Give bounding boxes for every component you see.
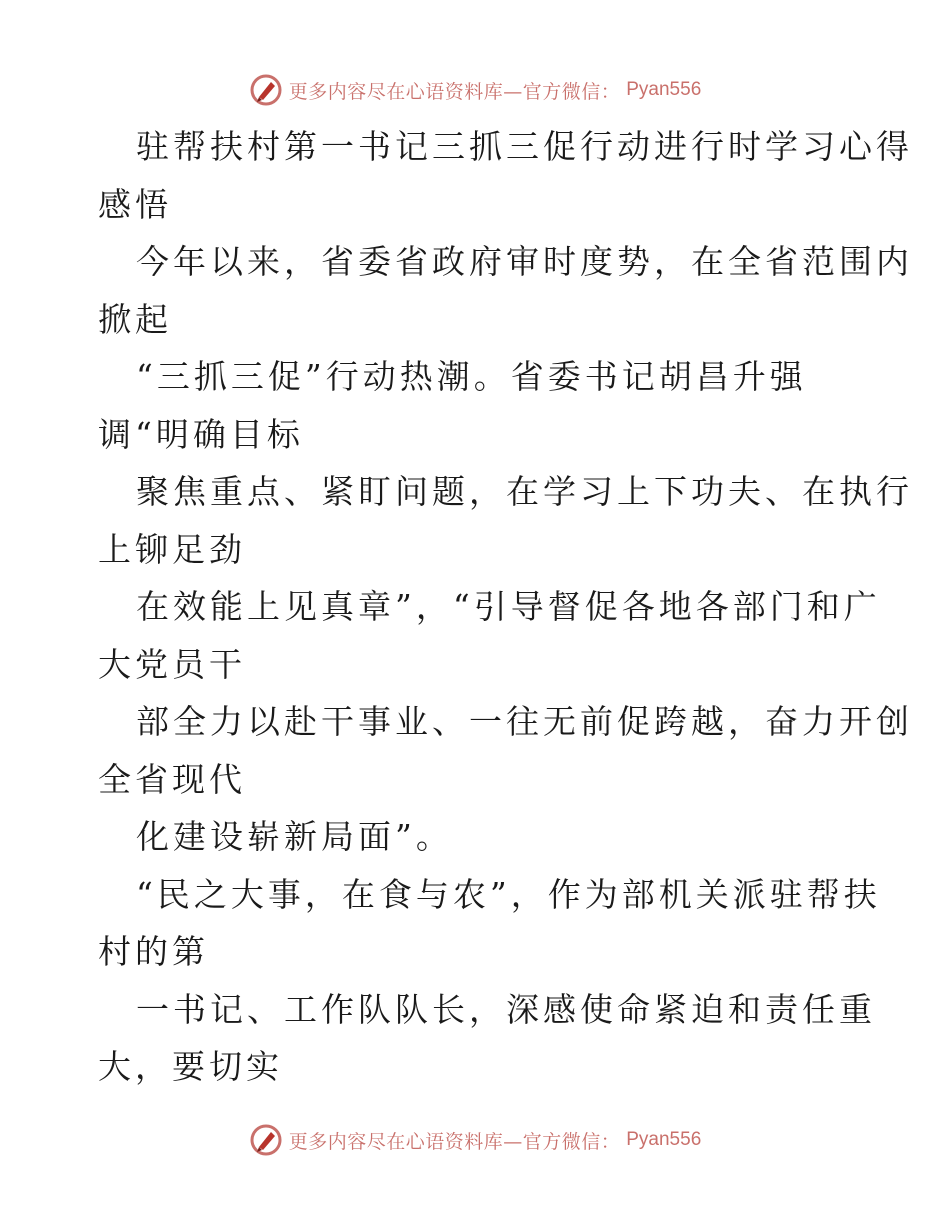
watermark-text: 更多内容尽在心语资料库—官方微信： [288,80,621,103]
paragraph-line: 大党员干 [98,644,246,684]
watermark-text: 更多内容尽在心语资料库—官方微信： [288,1130,621,1153]
paragraph-line: 一书记、工作队队长，深感使命紧迫和责任重 [136,989,876,1029]
document-body [98,118,913,1096]
paragraph-line: 聚焦重点、紧盯问题，在学习上下功夫、在执行 [136,472,913,511]
header-watermark [0,70,950,110]
footer-watermark [0,1120,950,1160]
paragraph-line: 调“明确目标 [98,414,304,454]
paragraph-line: 掀起 [98,299,172,339]
pen-logo-icon [249,1123,283,1157]
paragraph-line: “三抓三促”行动热潮。省委书记胡昌升强 [136,357,807,396]
paragraph-line: 大，要切实 [98,1047,283,1086]
paragraph-line: 化建设崭新局面”。 [136,817,453,856]
paragraph-line: 上铆足劲 [98,529,246,569]
pen-logo-icon [249,73,283,107]
title-line-cont: 感悟 [98,184,172,224]
paragraph-line: 村的第 [98,932,209,971]
paragraph-line: “民之大事，在食与农”，作为部机关派驻帮扶 [136,874,881,914]
paragraph-line: 在效能上见真章”，“引导督促各地各部门和广 [136,587,881,626]
title-line: 驻帮扶村第一书记三抓三促行动进行时学习心得 [136,127,913,166]
watermark-wechat-id: Pyan556 [626,1129,702,1150]
paragraph-line: 部全力以赴干事业、一往无前促跨越，奋力开创 [136,702,913,741]
paragraph-line: 今年以来，省委省政府审时度势，在全省范围内 [136,242,913,281]
paragraph-line: 全省现代 [98,759,246,799]
watermark-wechat-id: Pyan556 [626,79,702,100]
